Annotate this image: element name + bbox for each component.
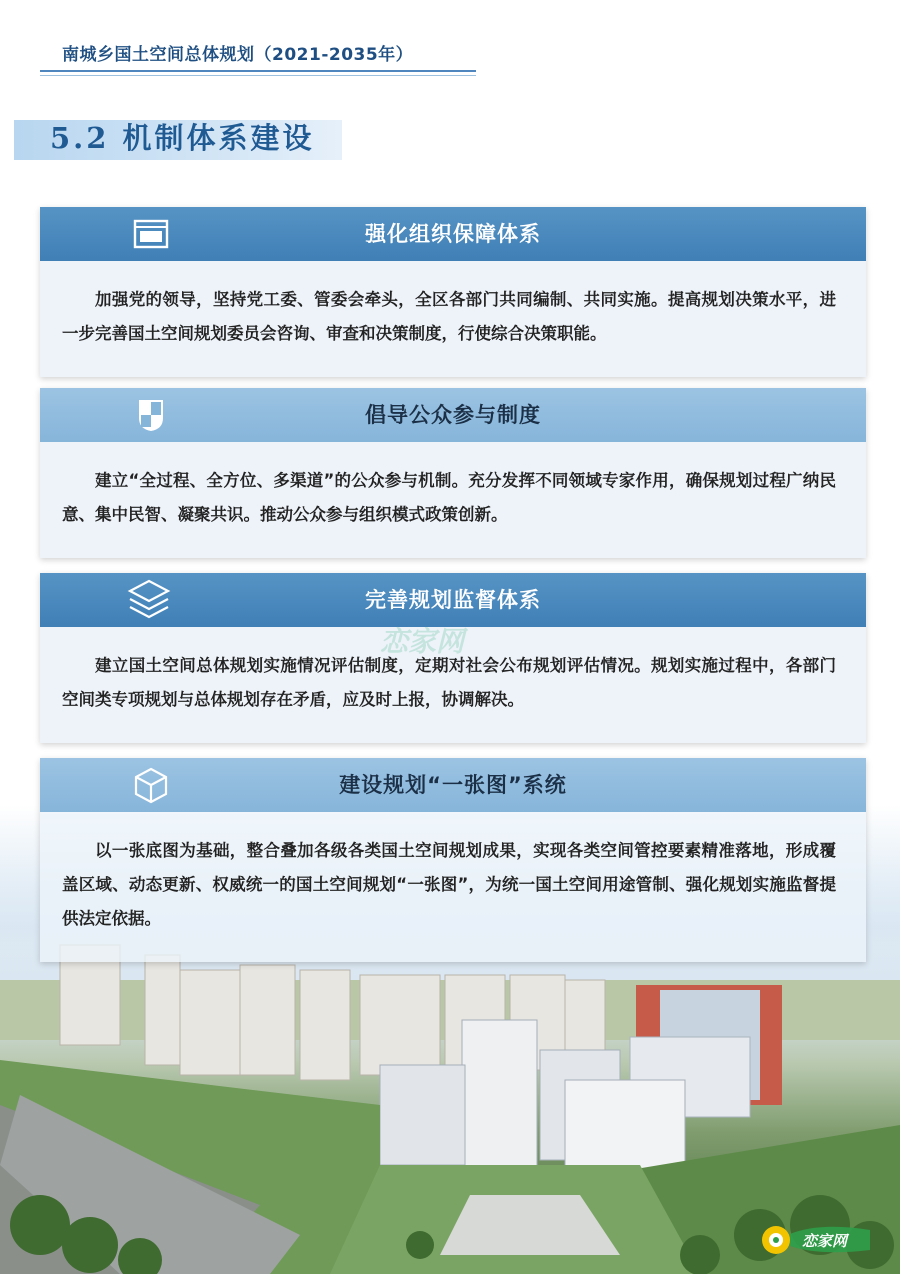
- card-one-map-system: [40, 758, 866, 962]
- card-title: 强化组织保障体系: [365, 222, 541, 246]
- card-body-text: 加强党的领导，坚持党工委、管委会牵头，全区各部门共同编制、共同实施。提高规划决策水平，进一步完善国土空间规划委员会咨询、审查和决策制度，行使综合决策职能。: [40, 261, 866, 377]
- card-body-text: 以一张底图为基础，整合叠加各级各类国土空间规划成果，实现各类空间管控要素精准落地，形成覆盖区域、动态更新、权威统一的国土空间规划“一张图”，为统一国土空间用途管制、强化规划实施监督提供法定依据。: [40, 812, 866, 962]
- svg-text:恋家网: 恋家网: [802, 1232, 848, 1250]
- card-title: 完善规划监督体系: [365, 588, 541, 612]
- card-title: 建设规划“一张图”系统: [339, 773, 567, 797]
- card-header: [40, 758, 866, 812]
- document-header-title: 南城乡国土空间总体规划（2021-2035年）: [62, 45, 414, 65]
- card-body-text: 建立国土空间总体规划实施情况评估制度，定期对社会公布规划评估情况。规划实施过程中，各部门空间类专项规划与总体规划存在矛盾，应及时上报，协调解决。: [40, 627, 866, 743]
- header-rule: [40, 70, 476, 72]
- header-rule-thin: [40, 75, 476, 76]
- watermark-text: 恋家网: [380, 625, 465, 658]
- card-header: [40, 573, 866, 627]
- card-header: [40, 207, 866, 261]
- lijia-logo: [760, 1220, 878, 1260]
- card-public-participation: [40, 388, 866, 558]
- section-title: 5.2 机制体系建设: [50, 121, 315, 155]
- card-header: [40, 388, 866, 442]
- card-body-text: 建立“全过程、全方位、多渠道”的公众参与机制。充分发挥不同领域专家作用，确保规划过程广纳民意、集中民智、凝聚共识。推动公众参与组织模式政策创新。: [40, 442, 866, 558]
- card-title: 倡导公众参与制度: [365, 403, 541, 427]
- card-organization-guarantee: [40, 207, 866, 377]
